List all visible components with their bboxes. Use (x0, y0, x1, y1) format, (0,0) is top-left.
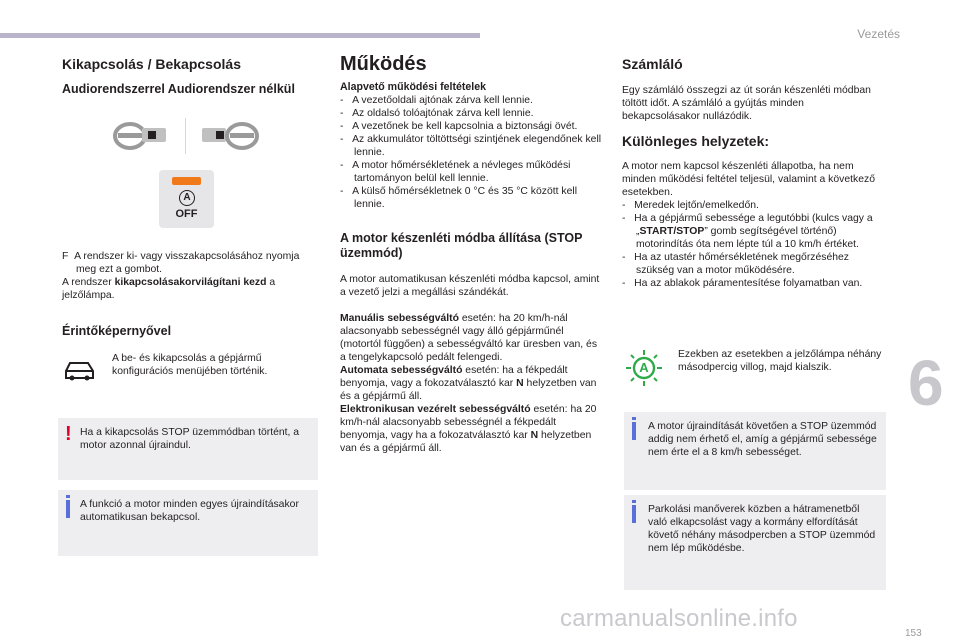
standby-intro: A motor automatikusan készenléti módba kapcsol, amint a vezető jelzi a megállási szándékát. (340, 274, 600, 298)
steering-wheel-left-icon (110, 118, 180, 154)
special-intro: A motor nem kapcsol készenléti állapotba, ha nem minden működési feltétel teljesül, valamint a következő esetekben. (622, 161, 875, 198)
warning-note: ! Ha a kikapcsolás STOP üzemmódban történt, a motor azonnal újraindul. (58, 418, 318, 480)
condition-item: - A külső hőmérsékletnek 0 °C és 35 °C között kell lennie. (340, 186, 578, 210)
conditions-title: Alapvető működési feltételek (340, 81, 487, 93)
condition-item: - A vezetőnek be kell kapcsolnia a biztonsági övét. (340, 121, 578, 132)
info-note-3: Parkolási manőverek közben a hátramenetből való elkapcsolást vagy a kormány elfordítását követő néhány másodpercben a STOP üzemmód nem lép működésbe. (624, 495, 886, 590)
warning-icon: ! (65, 423, 72, 445)
touchscreen-text: A be- és kikapcsolás a gépjármű konfigurációs menüjében történik. (112, 353, 268, 377)
info-note-1: A funkció a motor minden egyes újraindításakor automatikusan bekapcsol. (58, 490, 318, 556)
special-title: Különleges helyzetek: (622, 133, 770, 149)
lamp-note: A rendszer kikapcsolásakorvilágítani kezd a jelzőlámpa. (62, 277, 276, 301)
column-2 (340, 53, 605, 455)
stop-start-lamp-green-icon: A (624, 348, 664, 388)
manual-gearbox-text: Manuális sebességváltó esetén: ha 20 km/h-nál alacsonyabb sebességnél vagy álló gépjárműnél (motortól függően) a sebességváltó kar üresben van, és a tengelykapcsoló pedált felengedi. Automata sebességváltó esetén: ha a fékpedált benyomja, vagy a fokozatválasztó kar N helyzetben van és a gépjármű áll. Elektronikusan vezérelt sebességváltó esetén: ha 20 km/h-nál alacsonyabb sebességnél a fékpedált benyomja, vagy ha a fokozatválasztó kar N helyzetben van és a gépjármű áll. (340, 313, 598, 454)
off-label: OFF (175, 208, 198, 220)
car-settings-icon (62, 357, 98, 383)
condition-item: - Az oldalsó tolóajtónak zárva kell lennie. (340, 108, 534, 119)
indicator-lamp-icon (172, 177, 201, 185)
special-item: - Ha az ablakok páramentesítése folyamatban van. (622, 278, 863, 289)
pointer-icon: F (62, 251, 75, 262)
counter-title: Számláló (622, 56, 683, 72)
conditions-list (340, 94, 605, 211)
column-3 (622, 58, 884, 290)
audio-title: Audiorendszerrel Audiorendszer nélkül (62, 82, 295, 96)
condition-item: - A vezetőoldali ajtónak zárva kell lennie. (340, 95, 533, 106)
special-item: - Ha a gépjármű sebessége a legutóbbi (kulcs vagy a „START/STOP” gomb segítségével történő) motorindítás óta nem lépte túl a 10 km/h értéket. (622, 213, 873, 250)
steering-wheel-right-icon (192, 118, 262, 154)
info-icon (66, 500, 70, 518)
column-1 (62, 58, 312, 97)
condition-item: - A motor hőmérsékletének a névleges működési tartományon belül kell lennie. (340, 160, 571, 184)
button-instruction: F A rendszer ki- vagy visszakapcsolásához nyomja meg ezt a gombot. (62, 251, 300, 275)
info-icon (632, 422, 636, 440)
standby-title: A motor készenléti módba állítása (STOP üzemmód) (340, 231, 583, 260)
section-title: Vezetés (857, 27, 900, 41)
page-number: 153 (905, 628, 922, 639)
operation-title: Működés (340, 53, 427, 75)
illustration-divider (185, 118, 186, 154)
special-item: - Meredek lejtőn/emelkedőn. (622, 200, 759, 211)
column-1-body (62, 250, 312, 339)
condition-item: - Az akkumulátor töltöttségi szintjének elegendőnek kell lennie. (340, 134, 602, 158)
watermark: carmanualsonline.info (560, 605, 798, 632)
counter-text: Egy számláló összegzi az út során készenléti módban töltött időt. A számláló a gyújtás minden bekapcsolásakor nullázódik. (622, 85, 871, 122)
chapter-number: 6 (908, 347, 944, 419)
blink-text: Ezekben az esetekben a jelzőlámpa néhány másodpercig villog, majd kialszik. (678, 349, 882, 373)
onoff-title: Kikapcsolás / Bekapcsolás (62, 56, 241, 72)
stop-start-off-button-illustration (159, 170, 214, 228)
header-accent-bar (0, 33, 480, 38)
special-item: - Ha az utastér hőmérsékletének megőrzéséhez szükség van a motor működésére. (622, 252, 849, 276)
touchscreen-title: Érintőképernyővel (62, 324, 172, 338)
auto-a-icon: A (179, 190, 195, 206)
info-icon (632, 505, 636, 523)
info-note-2: A motor újraindítását követően a STOP üzemmód addig nem érhető el, amíg a gépjármű sebessége nem érte el a 8 km/h sebességet. (624, 412, 886, 490)
